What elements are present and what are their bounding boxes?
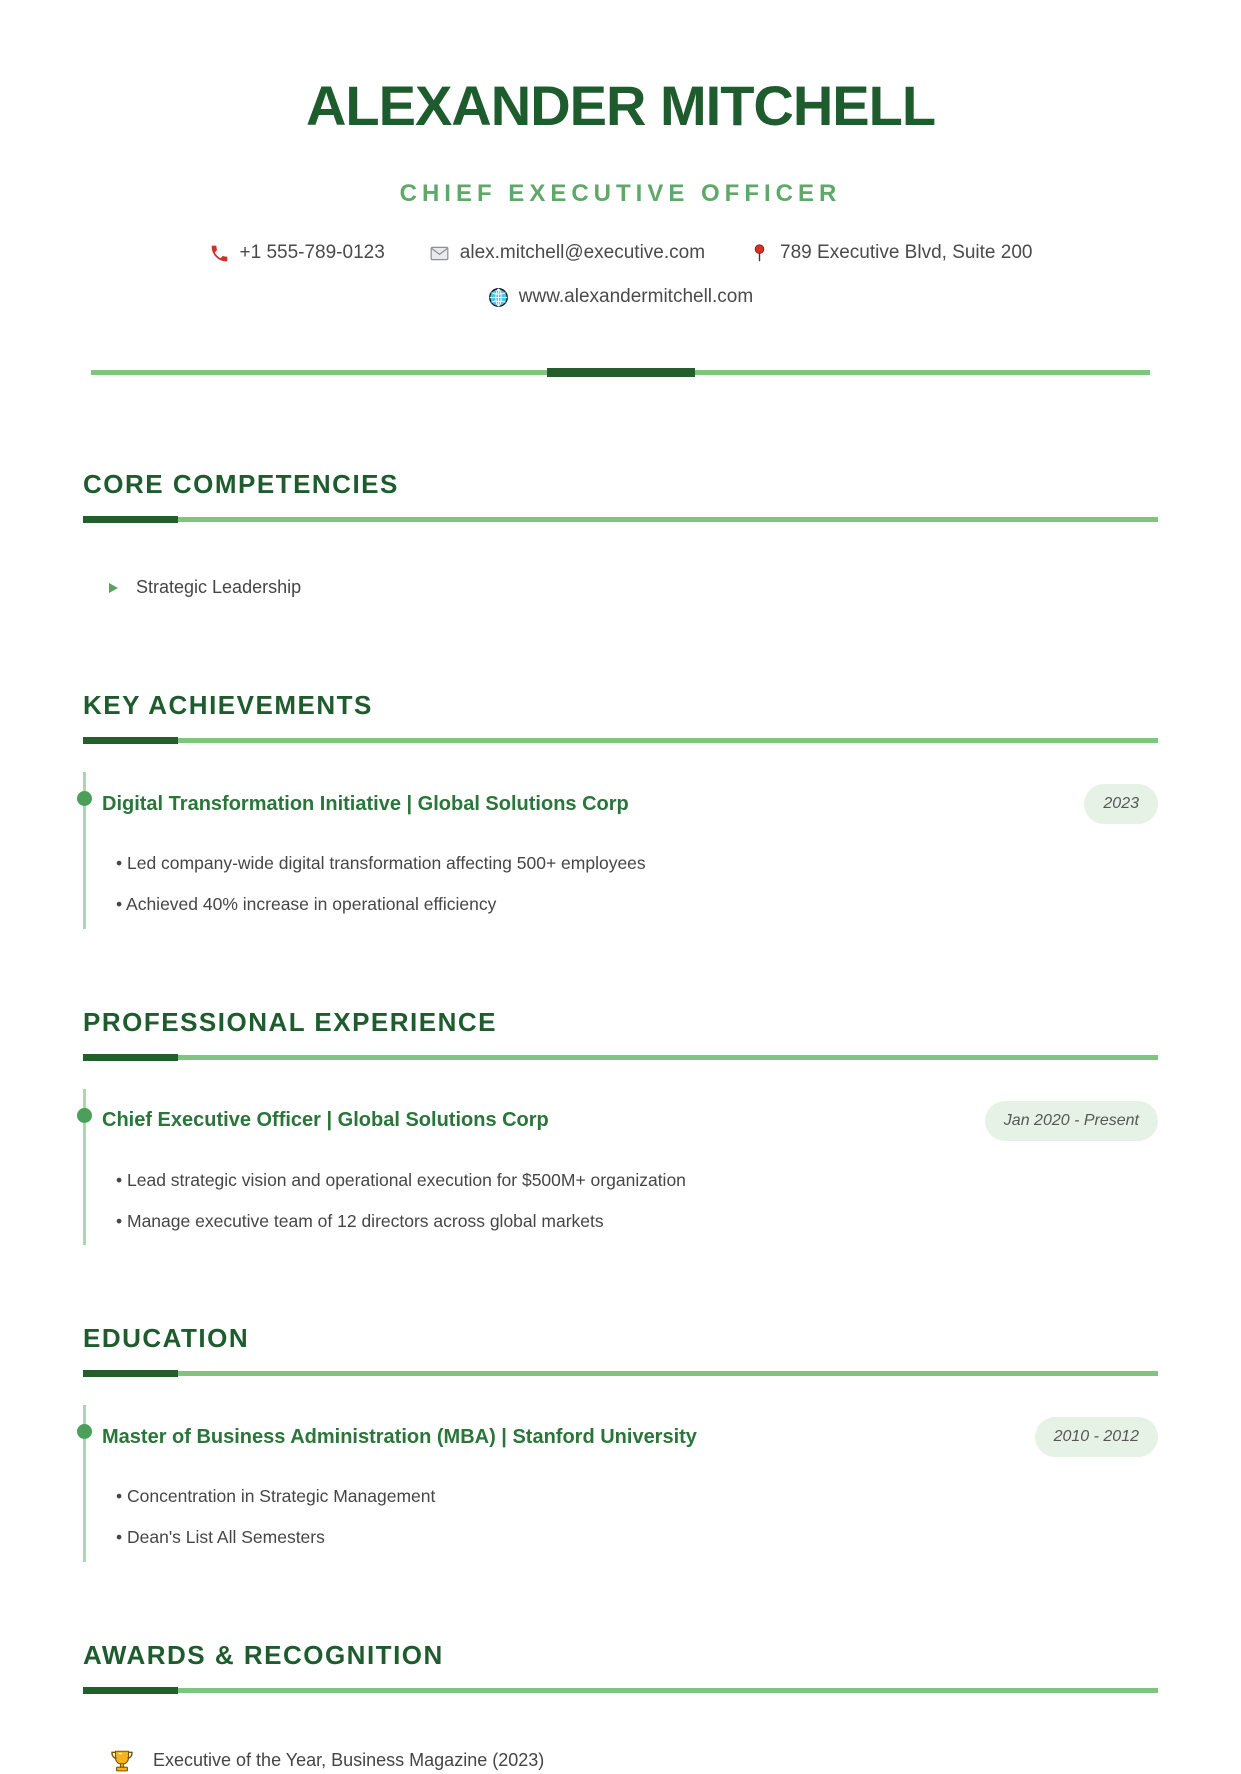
entry-title: Chief Executive Officer | Global Solutions Corp [102,1109,549,1131]
entry-header [102,784,1158,824]
competency-label: Strategic Leadership [136,577,302,597]
entry-title: Digital Transformation Initiative | Global Solutions Corp [102,792,629,815]
section-heading: KEY ACHIEVEMENTS [83,690,373,720]
entry-header [102,1101,1158,1141]
bullet-item: • Achieved 40% increase in operational efficiency [116,895,1158,914]
phone-icon [209,243,230,264]
triangle-bullet-icon [109,583,118,593]
contact-address [749,242,1032,264]
bullet-item: • Concentration in Strategic Management [116,1487,1158,1506]
person-name: ALEXANDER MITCHELL [305,74,936,137]
trophy-icon [109,1748,135,1774]
competency-item [109,577,1158,598]
entry-bullets [102,1487,1158,1548]
contact-website [488,286,753,308]
header-divider [83,368,1158,377]
entry-title: Master of Business Administration (MBA) | Stanford University [102,1425,697,1448]
location-pin-icon [749,243,770,264]
resume-page [83,0,1158,1774]
section-underline [83,737,1158,744]
section-underline [83,1370,1158,1377]
date-badge: Jan 2020 - Present [985,1101,1158,1141]
section-underline [83,1054,1158,1061]
email-address: alex.mitchell@executive.com [459,242,706,263]
job-title: CHIEF EXECUTIVE OFFICER [399,180,842,207]
entry-header [102,1417,1158,1457]
email-icon [429,243,450,264]
section-education [83,1323,1158,1548]
bullet-item: • Manage executive team of 12 directors across global markets [116,1212,1158,1231]
section-professional-experience [83,1007,1158,1232]
entry-bullets [102,1171,1158,1232]
address-text: 789 Executive Blvd, Suite 200 [780,242,1033,263]
contact-email [429,242,705,264]
section-heading: CORE COMPETENCIES [83,469,399,499]
timeline-entry [83,1417,1158,1548]
timeline-dot [77,791,92,806]
award-item [109,1748,1158,1774]
phone-number: +1 555-789-0123 [239,242,385,263]
bullet-item: • Lead strategic vision and operational execution for $500M+ organization [116,1171,1158,1190]
section-heading: PROFESSIONAL EXPERIENCE [83,1006,497,1037]
bullet-item: • Dean's List All Semesters [116,1528,1158,1547]
section-heading: EDUCATION [83,1323,250,1353]
globe-icon [488,287,509,308]
website-row [83,286,1158,308]
date-badge: 2010 - 2012 [1035,1417,1158,1457]
contact-phone [209,242,385,264]
section-core-competencies [83,469,1158,598]
competencies-list [83,577,1158,598]
section-heading: AWARDS & RECOGNITION [83,1639,444,1670]
website-url: www.alexandermitchell.com [518,286,754,307]
entry-bullets [102,854,1158,915]
timeline-entry [83,784,1158,915]
timeline-dot [77,1108,92,1123]
timeline-dot [77,1424,92,1439]
awards-list [83,1748,1158,1774]
timeline-entry [83,1101,1158,1232]
section-key-achievements [83,690,1158,915]
section-awards-recognition [83,1640,1158,1774]
bullet-item: • Led company-wide digital transformation affecting 500+ employees [116,854,1158,873]
divider-dark-segment [547,368,695,377]
award-label: Executive of the Year, Business Magazine (2023) [153,1750,545,1770]
section-underline [83,516,1158,523]
section-underline [83,1687,1158,1694]
date-badge: 2023 [1084,784,1158,824]
contact-row [83,242,1158,264]
